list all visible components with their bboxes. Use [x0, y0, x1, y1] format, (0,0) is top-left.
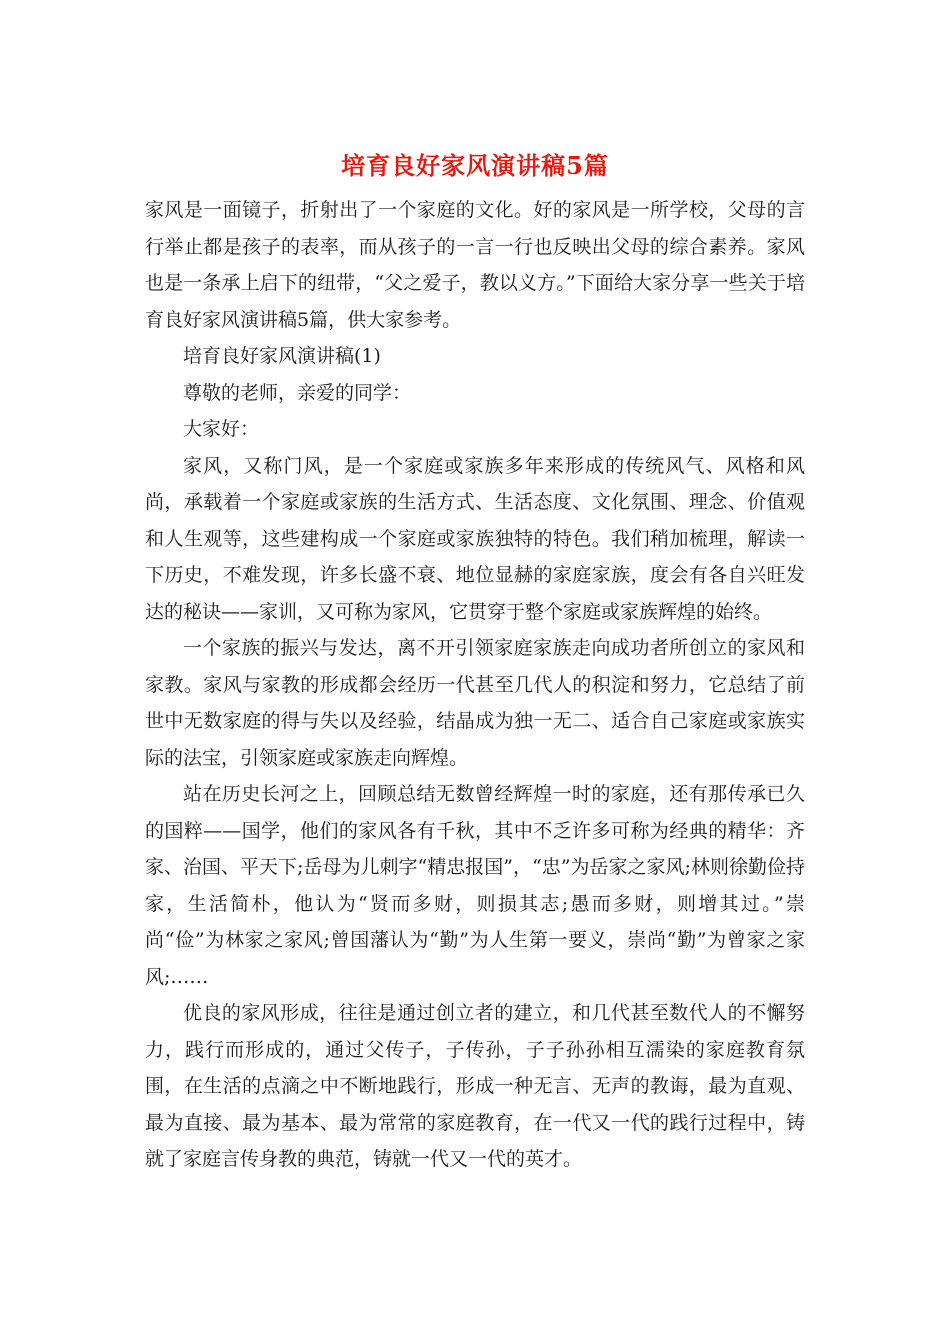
body-paragraph: 站在历史长河之上，回顾总结无数曾经辉煌一时的家庭，还有那传承已久的国粹——国学，他们的家风各有千秋，其中不乏许多可称为经典的精华：齐家、治国、平天下;岳母为儿刺字“精忠报国”，“忠”为岳家之家风;林则徐勤俭持家，生活简朴，他认为“贤而多财，则损其志;愚而多财，则增其过。”崇尚“俭”为林家之家风;曾国藩认为“勤”为人生第一要义，崇尚“勤”为曾家之家风;…… [145, 783, 805, 988]
salutation: 尊敬的老师，亲爱的同学： [183, 381, 412, 404]
body-paragraph: 一个家族的振兴与发达，离不开引领家庭家族走向成功者所创立的家风和家教。家风与家教的形成都会经历一代甚至几代人的积淀和努力，它总结了前世中无数家庭的得与失以及经验，结晶成为独一无二、适合自己家庭或家族实际的法宝，引领家庭或家族走向辉煌。 [145, 637, 805, 769]
body-paragraph: 家风，又称门风，是一个家庭或家族多年来形成的传统风气、风格和风尚，承载着一个家庭或家族的生活方式、生活态度、文化氛围、理念、价值观和人生观等，这些建构成一个家庭或家族独特的特色。我们稍加梳理，解读一下历史，不难发现，许多长盛不衰、地位显赫的家庭家族，度会有各自兴旺发达的秘诀——家训，又可称为家风，它贯穿于整个家庭或家族辉煌的始终。 [145, 454, 805, 623]
section-heading: 培育良好家风演讲稿(1) [183, 345, 381, 367]
document-body [145, 192, 805, 1178]
greeting: 大家好： [183, 418, 260, 440]
document-title: 培育良好家风演讲稿5篇 [341, 151, 609, 180]
intro-paragraph: 家风是一面镜子，折射出了一个家庭的文化。好的家风是一所学校，父母的言行举止都是孩子的表率，而从孩子的一言一行也反映出父母的综合素养。家风也是一条承上启下的纽带，“父之爱子，教以义方。”下面给大家分享一些关于培育良好家风演讲稿5篇，供大家参考。 [145, 199, 805, 331]
body-paragraph: 优良的家风形成，往往是通过创立者的建立，和几代甚至数代人的不懈努力，践行而形成的，通过父传子，子传孙，子子孙孙相互濡染的家庭教育氛围，在生活的点滴之中不断地践行，形成一种无言、无声的教诲，最为直观、最为直接、最为基本、最为常常的家庭教育，在一代又一代的践行过程中，铸就了家庭言传身教的典范，铸就一代又一代的英才。 [145, 1002, 805, 1170]
